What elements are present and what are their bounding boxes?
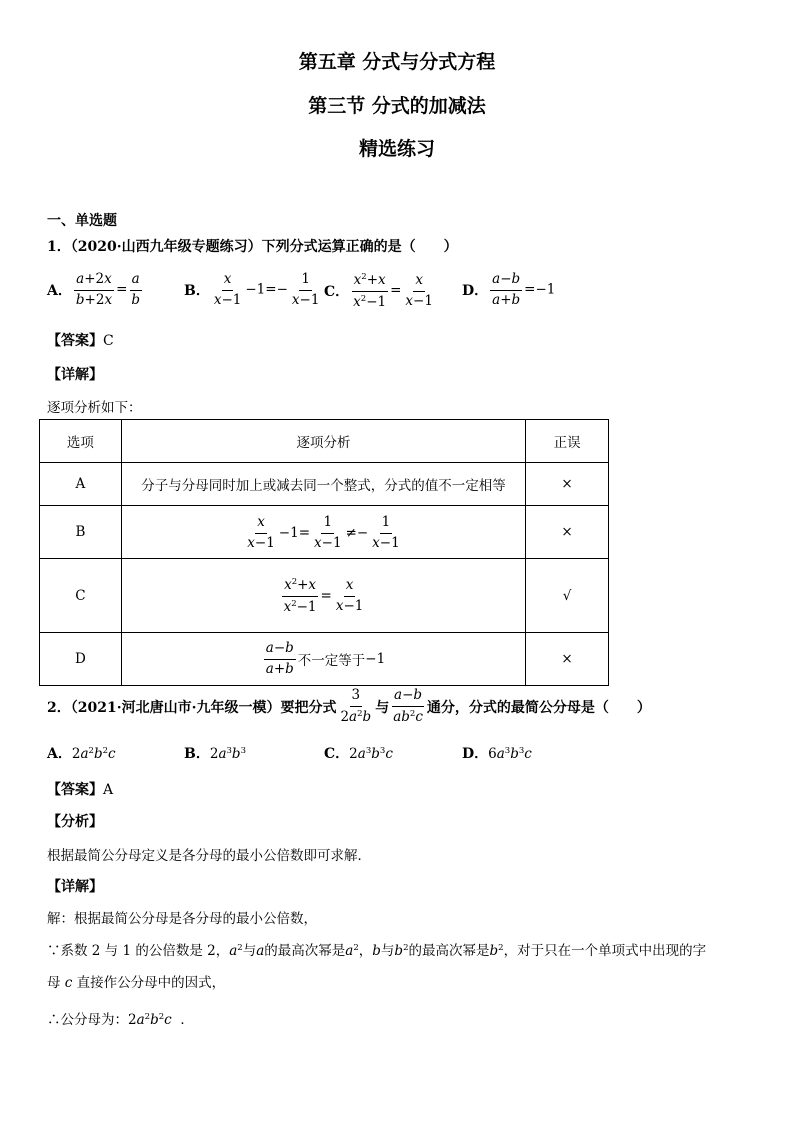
formula: $2a^3b^3c$ xyxy=(349,746,393,762)
formula: $\frac{3}{2a^2b}$ xyxy=(340,687,372,725)
formula: $b^2$ xyxy=(394,943,409,959)
table-header: 正误 xyxy=(526,420,609,463)
formula: $\frac{x}{x-1}$ −1= $\frac{1}{x-1}$ ≠− $\frac{1}{x-1}$ xyxy=(247,514,400,551)
text: 的最高次幂是 xyxy=(408,943,490,959)
table-row xyxy=(40,463,609,506)
formula: $\frac{a-b}{a+b}$ =−1 xyxy=(492,271,556,308)
option-label: D． xyxy=(462,283,489,299)
row-option: D xyxy=(40,633,122,686)
option-label: C． xyxy=(324,746,350,762)
text: ∴公分母为： xyxy=(47,1012,128,1028)
answer-label: 【答案】 xyxy=(47,333,103,349)
q2-analysis: 根据最简公分母定义是各分母的最小公倍数即可求解． xyxy=(47,848,371,864)
q1-option-d xyxy=(462,273,555,307)
formula: $\frac{x^2+x}{x^2-1}$ = $\frac{x}{x-1}$ xyxy=(283,577,364,615)
text: 与 xyxy=(242,943,257,959)
q2-detail-label: 【详解】 xyxy=(47,879,103,895)
q1-intro: 逐项分析如下： xyxy=(47,400,142,416)
text: 直接作公分母中的因式， xyxy=(76,975,226,991)
q1-detail-label: 【详解】 xyxy=(47,367,103,383)
table-header: 选项 xyxy=(40,420,122,463)
option-label: A． xyxy=(47,746,72,762)
q1-option-a xyxy=(47,273,144,307)
formula: $6a^3b^3c$ xyxy=(488,746,532,762)
text: 母 xyxy=(47,975,61,991)
row-result: × xyxy=(526,506,609,559)
section-title: 第三节 分式的加减法 xyxy=(308,95,486,117)
option-label: D． xyxy=(462,746,489,762)
answer-label: 【答案】 xyxy=(47,782,103,798)
q2-detail-line1: 解：根据最简公分母是各分母的最小公倍数， xyxy=(47,911,317,927)
q2-stem xyxy=(47,689,651,724)
q2-option-d xyxy=(462,743,532,763)
row-option: A xyxy=(40,463,122,506)
row-analysis: 分子与分母同时加上或减去同一个整式，分式的值不一定相等 xyxy=(121,463,525,506)
formula: c xyxy=(60,975,77,991)
formula: $\frac{a-b}{ab^2c}$ xyxy=(393,687,423,725)
table-row xyxy=(40,506,609,559)
q1-stem: 1．（2020·山西九年级专题练习）下列分式运算正确的是（ ） xyxy=(47,239,458,255)
formula: $2a^2b^2c$ xyxy=(71,746,116,762)
formula: a xyxy=(256,943,265,959)
text: ，对于只在一个单项式中出现的字 xyxy=(503,943,707,959)
option-label: B． xyxy=(184,746,210,762)
row-option: B xyxy=(40,506,122,559)
answer-value: C xyxy=(103,333,114,349)
q2-detail-line2 xyxy=(47,939,706,959)
formula: $\frac{a-b}{a+b}$ 不一定等于 −1 xyxy=(265,640,386,677)
text: ． xyxy=(180,1012,194,1028)
option-label: B． xyxy=(184,283,210,299)
row-result: × xyxy=(526,633,609,686)
formula: $\frac{x^2+x}{x^2-1}$ = $\frac{x}{x-1}$ xyxy=(353,272,433,310)
row-option: C xyxy=(40,559,122,633)
row-result: × xyxy=(526,463,609,506)
subtitle: 精选练习 xyxy=(358,138,435,160)
formula: $\frac{x}{x-1}$ −1=− $\frac{1}{x-1}$ xyxy=(213,271,320,308)
formula: $a^2$ xyxy=(229,943,243,959)
table-header-row xyxy=(40,420,609,463)
table-row xyxy=(40,559,609,633)
table-row xyxy=(40,633,609,686)
formula: $2a^3b^3$ xyxy=(209,746,246,762)
formula: $b^2$ xyxy=(489,943,504,959)
option-label: C． xyxy=(324,284,350,300)
row-result: √ xyxy=(526,559,609,633)
chapter-title: 第五章 分式与分式方程 xyxy=(298,51,496,73)
q2-detail-line4 xyxy=(47,1008,194,1028)
q1-answer xyxy=(47,330,114,350)
row-analysis-text: 不一定等于 xyxy=(297,653,366,669)
formula: $\frac{a+2x}{b+2x}$ = $\frac{a}{b}$ xyxy=(75,271,141,308)
text: ∵系数 2 与 1 的公倍数是 2， xyxy=(47,943,230,959)
row-analysis xyxy=(121,559,525,633)
option-label: A． xyxy=(47,283,72,299)
q2-answer xyxy=(47,779,113,799)
q2-option-a xyxy=(47,743,116,763)
q2-stem-prefix: 2．（2021·河北唐山市·九年级一模）要把分式 xyxy=(47,699,337,716)
q2-stem-suffix: 通分，分式的最简公分母是（ ） xyxy=(426,699,651,716)
analysis-table xyxy=(39,419,609,686)
q2-option-b xyxy=(184,743,246,763)
q2-option-c xyxy=(324,743,393,763)
row-analysis xyxy=(121,506,525,559)
q2-analysis-label: 【分析】 xyxy=(47,814,103,830)
text: 的最高次幂是 xyxy=(264,943,346,959)
q2-detail-line3 xyxy=(47,971,225,991)
table-header: 逐项分析 xyxy=(121,420,525,463)
row-analysis xyxy=(121,633,525,686)
q2-stem-mid: 与 xyxy=(375,699,390,716)
text: 与 xyxy=(380,943,395,959)
formula: $a^2$ xyxy=(345,943,359,959)
q1-option-c xyxy=(324,273,437,309)
answer-value: A xyxy=(103,782,114,798)
formula: b xyxy=(372,943,381,959)
text: ， xyxy=(358,943,373,959)
q1-option-b xyxy=(184,273,323,307)
section-heading: 一、单选题 xyxy=(47,213,117,229)
formula: $2a^2b^2c$ xyxy=(128,1012,172,1028)
